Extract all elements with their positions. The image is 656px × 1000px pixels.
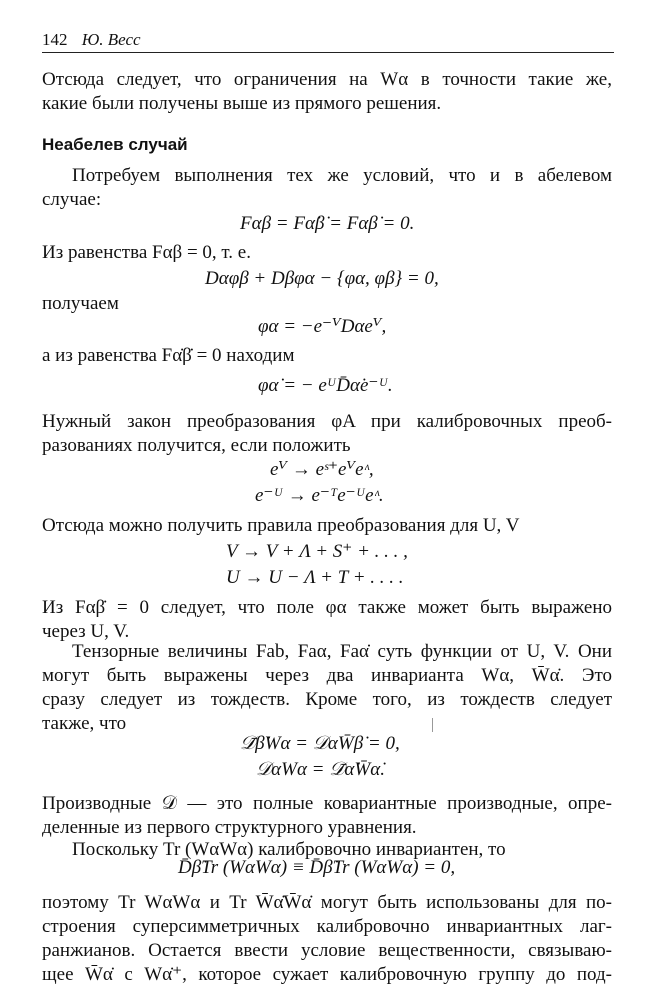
equation: φα = −e⁻ⱽDαeⱽ, [258, 316, 387, 337]
equation: 𝒟̄β̇Wα = 𝒟αW̄β̇ = 0, [240, 733, 400, 754]
text-line: деленные из первого структурного уравнения. [42, 817, 417, 838]
equation: 𝒟αWα = 𝒟̄α̇W̄α̇. [256, 759, 385, 780]
text-line: строения суперсимметричных калибровочно инвариантных лаг- [42, 916, 612, 937]
equation: e⁻ᵁ → e⁻ᵀe⁻ᵁeᶺ. [255, 485, 384, 506]
equation: D̄β̇Tr (WαWα) ≡ D̄β̇Tr (WαWα) = 0, [178, 857, 456, 878]
text-line: случае: [42, 189, 102, 210]
text-line: Поскольку Tr (WαWα) калибровочно инвариантен, то [72, 839, 506, 860]
equation: V → V + Λ + S⁺ + . . . , [226, 541, 408, 562]
text-line: через U, V. [42, 621, 130, 642]
text-line: щее W̄α̇ с Wα̇⁺, которое сужает калибровочную группу до под- [42, 964, 612, 985]
running-author: Ю. Весс [81, 30, 141, 49]
text-line: Из равенства Fαβ = 0, т. е. [42, 242, 251, 263]
text-line: Нужный закон преобразования φA при калибровочных преоб- [42, 411, 612, 432]
text-line: а из равенства Fα̇β̇ = 0 находим [42, 345, 295, 366]
equation: U → U − Λ + T + . . . . [226, 567, 404, 588]
text-line: какие были получены выше из прямого решения. [42, 93, 442, 114]
text-line: Из Fαβ̇ = 0 следует, что поле φα также может быть выражено [42, 597, 612, 618]
margin-mark [432, 718, 433, 732]
text-line: сразу следует из тождеств. Кроме того, из тождеств следует [42, 689, 612, 710]
text-line: ранжианов. Остается ввести условие вещественности, связываю- [42, 940, 612, 961]
text-line: Потребуем выполнения тех же условий, что и в абелевом [72, 165, 612, 186]
text-line: Отсюда можно получить правила преобразования для U, V [42, 515, 520, 536]
equation: eⱽ → eˢ⁺eⱽeᶺ, [270, 459, 374, 480]
text-line: Тензорные величины Fab, Faα, Faα̇ суть функции от U, V. Они [72, 641, 612, 662]
text-line: поэтому Tr WαWα и Tr W̄α̇W̄α̇ могут быть использованы для по- [42, 892, 612, 913]
text-line: могут быть выражены через два инварианта Wα, W̄α̇. Это [42, 665, 612, 686]
text-line: получаем [42, 293, 119, 314]
text-line: Производные 𝒟 — это полные ковариантные производные, опре- [42, 793, 612, 814]
equation: Dαφβ + Dβφα − {φα, φβ} = 0, [205, 268, 439, 289]
section-heading: Неабелев случай [42, 135, 188, 154]
running-header [42, 30, 614, 50]
text-line: Отсюда следует, что ограничения на Wα в точности такие же, [42, 69, 612, 90]
text-line: разованиях получится, если положить [42, 435, 351, 456]
header-rule [42, 52, 614, 53]
text-line: также, что [42, 713, 127, 734]
page-number: 142 [42, 30, 68, 49]
equation: Fαβ = Fα̇β̇ = Fαβ̇ = 0. [240, 213, 415, 234]
equation: φα̇ = − eᵁD̄α̇e⁻ᵁ. [258, 375, 393, 396]
